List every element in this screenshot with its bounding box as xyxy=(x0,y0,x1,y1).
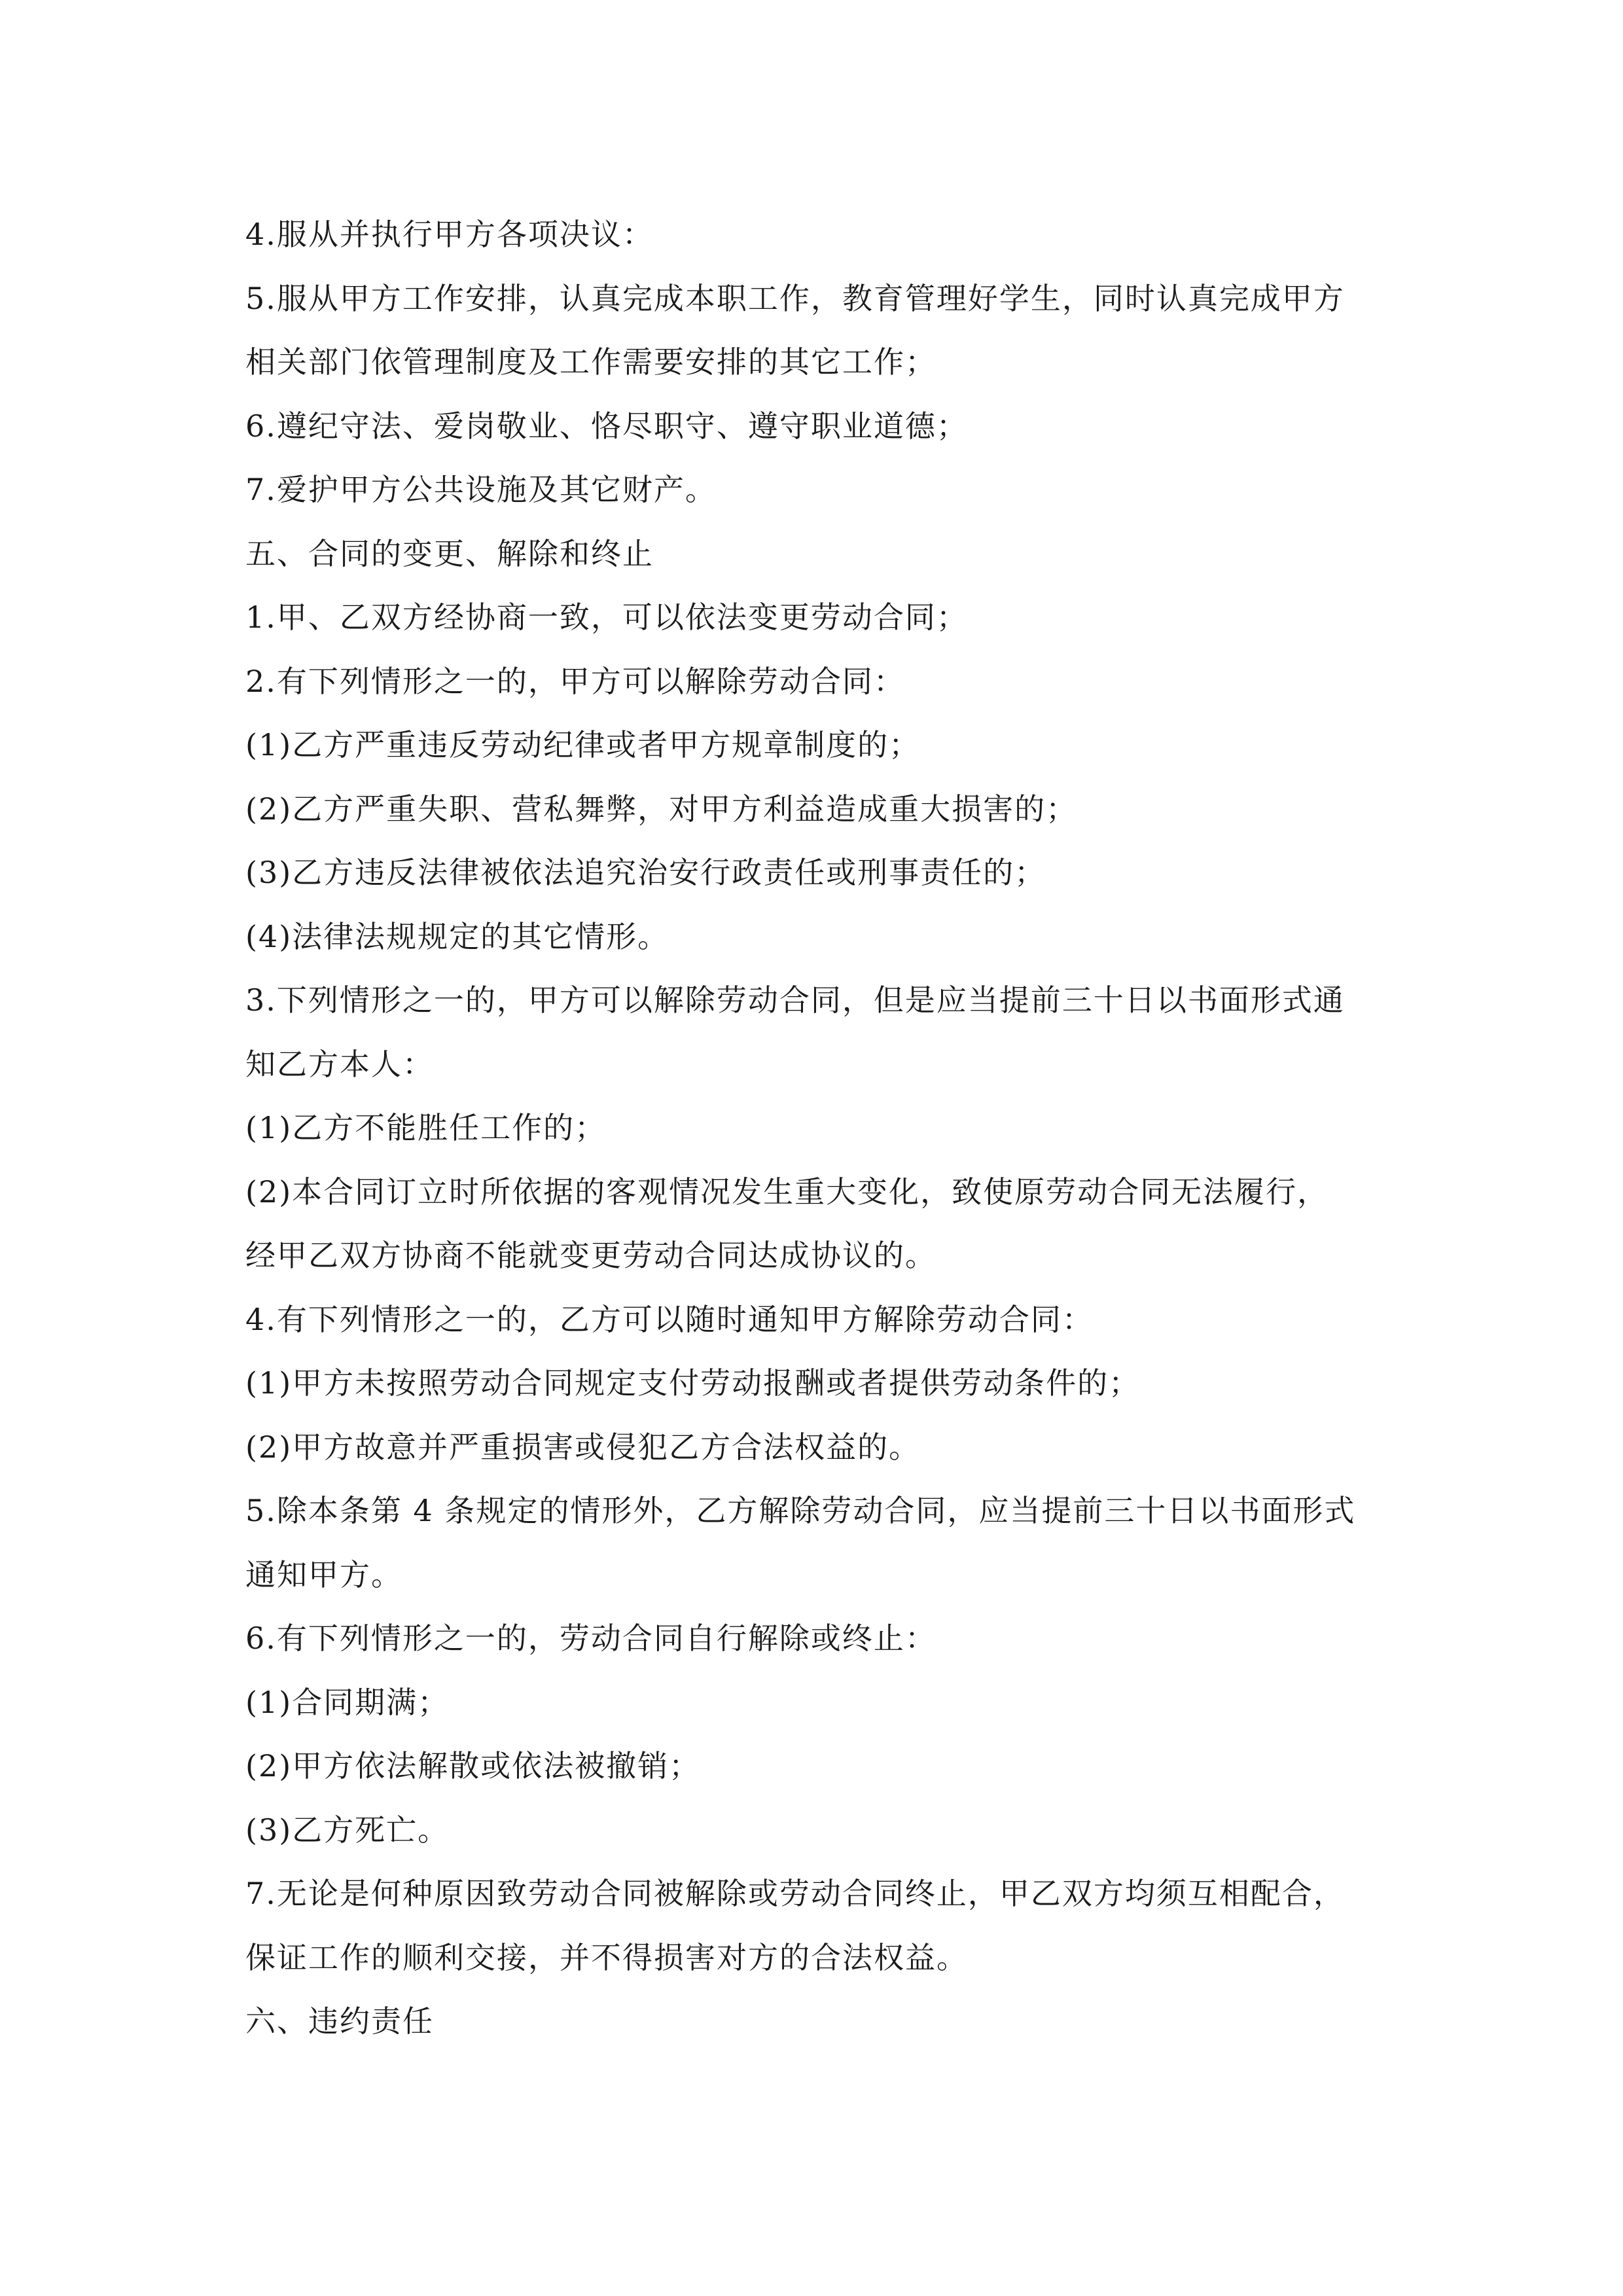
text-line: 经甲乙双方协商不能就变更劳动合同达成协议的。 xyxy=(245,1238,936,1273)
text-line: 6.有下列情形之一的，劳动合同自行解除或终止： xyxy=(245,1621,936,1656)
text-line: 4.服从并执行甲方各项决议： xyxy=(245,217,654,252)
text-line: 2.有下列情形之一的，甲方可以解除劳动合同： xyxy=(245,663,905,699)
text-line: 5.服从甲方工作安排，认真完成本职工作，教育管理好学生，同时认真完成甲方 xyxy=(245,280,1345,316)
text-line: (2)甲方依法解散或依法被撤销； xyxy=(245,1748,701,1784)
text-line: (3)乙方死亡。 xyxy=(245,1812,450,1848)
document-body xyxy=(245,203,1397,2054)
text-line: (3)乙方违反法律被依法追究治安行政责任或刑事责任的； xyxy=(245,855,1046,890)
section-heading: 六、违约责任 xyxy=(245,2003,434,2039)
text-line: (1)合同期满； xyxy=(245,1684,450,1720)
text-line: (1)乙方严重违反劳动纪律或者甲方规章制度的； xyxy=(245,727,921,762)
text-line: 3.下列情形之一的，甲方可以解除劳动合同，但是应当提前三十日以书面形式通 xyxy=(245,982,1345,1018)
section-heading: 五、合同的变更、解除和终止 xyxy=(245,535,654,571)
text-line: (2)本合同订立时所依据的客观情况发生重大变化，致使原劳动合同无法履行， xyxy=(245,1174,1329,1210)
text-line: (1)乙方不能胜任工作的； xyxy=(245,1110,607,1145)
text-line: 保证工作的顺利交接，并不得损害对方的合法权益。 xyxy=(245,1939,968,1975)
text-line: 5.除本条第 4 条规定的情形外，乙方解除劳动合同，应当提前三十日以书面形式 xyxy=(245,1493,1356,1528)
text-line: 相关部门依管理制度及工作需要安排的其它工作； xyxy=(245,344,936,380)
text-line: (2)乙方严重失职、营私舞弊，对甲方利益造成重大损害的； xyxy=(245,791,1078,827)
text-line: 知乙方本人： xyxy=(245,1046,434,1082)
text-line: (2)甲方故意并严重损害或侵犯乙方合法权益的。 xyxy=(245,1429,921,1465)
text-line: 4.有下列情形之一的，乙方可以随时通知甲方解除劳动合同： xyxy=(245,1301,1094,1337)
text-line: 1.甲、乙双方经协商一致，可以依法变更劳动合同； xyxy=(245,600,968,635)
text-line: 7.爱护甲方公共设施及其它财产。 xyxy=(245,472,717,507)
text-line: (1)甲方未按照劳动合同规定支付劳动报酬或者提供劳动条件的； xyxy=(245,1365,1141,1401)
text-line: 7.无论是何种原因致劳动合同被解除或劳动合同终止，甲乙双方均须互相配合， xyxy=(245,1876,1345,1911)
text-line: (4)法律法规规定的其它情形。 xyxy=(245,918,669,954)
text-line: 通知甲方。 xyxy=(245,1556,402,1592)
text-line: 6.遵纪守法、爱岗敬业、恪尽职守、遵守职业道德； xyxy=(245,408,968,444)
